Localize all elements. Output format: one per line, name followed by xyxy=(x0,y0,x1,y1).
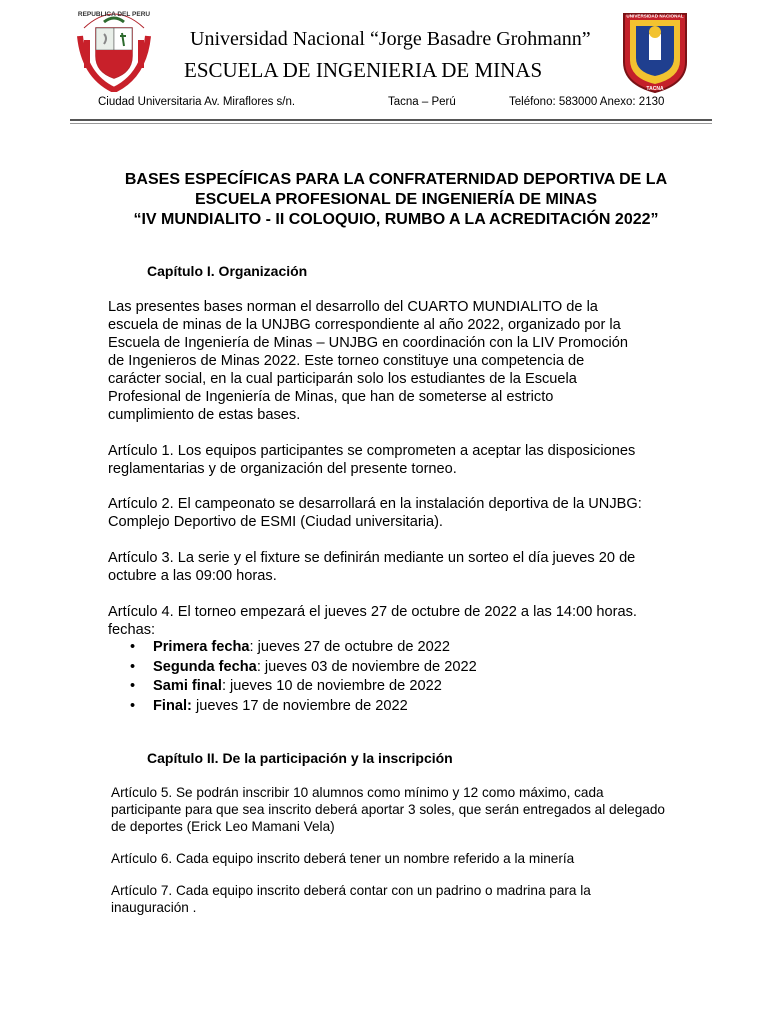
article-2-line: Complejo Deportivo de ESMI (Ciudad universitaria). xyxy=(108,514,443,530)
article-4-line: Artículo 4. El torneo empezará el jueves 27 de octubre de 2022 a las 14:00 horas. xyxy=(108,604,637,620)
article-7 xyxy=(111,882,691,916)
title-line-3: “IV MUNDIALITO - II COLOQUIO, RUMBO A LA ACREDITACIÓN 2022” xyxy=(133,211,659,228)
list-item: • Sami final: jueves 10 de noviembre de 2022 xyxy=(130,678,442,694)
article-7-line: Artículo 7. Cada equipo inscrito deberá contar con un padrino o madrina para la xyxy=(111,883,591,898)
date-value: : jueves 10 de noviembre de 2022 xyxy=(221,678,442,694)
intro-line: de Ingenieros de Minas 2022. Este torneo constituye una competencia de xyxy=(108,353,585,369)
school-name: ESCUELA DE INGENIERIA DE MINAS xyxy=(184,58,543,82)
document-title xyxy=(60,170,732,230)
article-7-line: inauguración . xyxy=(111,900,197,915)
intro-line: escuela de minas de la UNJBG correspondiente al año 2022, organizado por la xyxy=(108,317,621,333)
chapter-1-heading: Capítulo I. Organización xyxy=(147,263,308,279)
intro-line: Profesional de Ingeniería de Minas, que han de someterse al estricto xyxy=(108,389,554,405)
date-label: Sami final xyxy=(153,678,222,694)
title-line-1: BASES ESPECÍFICAS PARA LA CONFRATERNIDAD DEPORTIVA DE LA xyxy=(124,171,668,188)
chapter-2-heading: Capítulo II. De la participación y la inscripción xyxy=(147,750,453,766)
article-4 xyxy=(108,603,688,639)
city: Tacna – Perú xyxy=(388,96,456,108)
article-5 xyxy=(111,784,691,835)
article-3-line: Artículo 3. La serie y el fixture se definirán mediante un sorteo el día jueves 20 de xyxy=(108,550,636,566)
peru-crest-logo xyxy=(74,6,154,92)
date-label: Segunda fecha xyxy=(153,658,257,675)
article-5-line: participante para que sea inscrito deberá aportar 3 soles, que serán entregados al delegado xyxy=(111,802,665,817)
intro-line: Escuela de Ingeniería de Minas – UNJBG en coordinación con la LIV Promoción xyxy=(108,335,628,351)
date-label: Final: xyxy=(153,697,192,714)
article-2-line: Artículo 2. El campeonato se desarrollará en la instalación deportiva de la UNJBG: xyxy=(108,496,642,512)
date-value: : jueves 27 de octubre de 2022 xyxy=(249,639,450,655)
dates-list xyxy=(130,638,477,716)
seal-lettering: UNIVERSIDAD NACIONAL xyxy=(626,13,684,19)
article-2 xyxy=(108,495,688,531)
phone: Teléfono: 583000 Anexo: 2130 xyxy=(509,96,665,108)
address: Ciudad Universitaria Av. Miraflores s/n. xyxy=(98,96,296,108)
date-value: jueves 17 de noviembre de 2022 xyxy=(191,697,408,714)
title-line-2: ESCUELA PROFESIONAL DE INGENIERÍA DE MINAS xyxy=(194,191,598,208)
article-5-line: Artículo 5. Se podrán inscribir 10 alumnos como mínimo y 12 como máximo, cada xyxy=(111,785,604,800)
article-4-line: fechas: xyxy=(108,622,156,638)
crest-lettering: REPUBLICA DEL PERU xyxy=(77,11,151,18)
date-value: : jueves 03 de noviembre de 2022 xyxy=(256,658,477,675)
university-seal-logo xyxy=(616,4,694,94)
list-item: • Primera fecha: jueves 27 de octubre de 2022 xyxy=(130,639,450,655)
list-item: • Segunda fecha: jueves 03 de noviembre de 2022 xyxy=(130,658,477,675)
university-name: Universidad Nacional “Jorge Basadre Grohmann” xyxy=(190,28,591,50)
intro-line: cumplimiento de estas bases. xyxy=(108,407,301,423)
article-3-line: octubre a las 09:00 horas. xyxy=(108,568,277,584)
article-1 xyxy=(108,442,668,478)
intro-line: carácter social, en la cual participarán solo los estudiantes de la Escuela xyxy=(108,371,577,387)
intro-line: Las presentes bases norman el desarrollo del CUARTO MUNDIALITO de la xyxy=(108,299,598,315)
header-divider xyxy=(70,119,712,121)
list-item: • Final: jueves 17 de noviembre de 2022 xyxy=(130,697,408,714)
article-1-line: Artículo 1. Los equipos participantes se comprometen a aceptar las disposiciones xyxy=(108,443,636,459)
date-label: Primera fecha xyxy=(153,639,250,655)
article-1-line: reglamentarias y de organización del presente torneo. xyxy=(108,461,457,477)
chapter-1-intro xyxy=(108,298,668,424)
article-3 xyxy=(108,549,668,585)
svg-text:TACNA: TACNA xyxy=(646,86,664,92)
header-divider-thin xyxy=(70,123,712,124)
article-5-line: de deportes (Erick Leo Mamani Vela) xyxy=(111,819,335,834)
article-6: Artículo 6. Cada equipo inscrito deberá tener un nombre referido a la minería xyxy=(111,851,575,866)
